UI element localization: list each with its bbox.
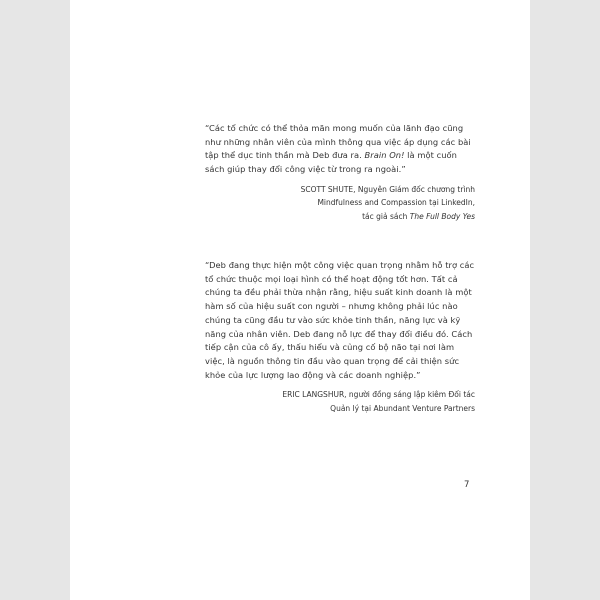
attribution-line: ERIC LANGSHUR, người đồng sáng lập kiêm Đối tác	[282, 390, 475, 400]
attribution	[205, 388, 475, 415]
quote-text	[205, 122, 475, 177]
attribution-line: SCOTT SHUTE, Nguyên Giám đốc chương trình	[300, 184, 475, 194]
quote-text: “Deb đang thực hiện một công việc quan trọng nhằm hỗ trợ các tổ chức thuộc mọi loại hình có thể hoạt động tốt hơn. Tất cả chúng ta đều phải thừa nhận rằng, hiệu suất kinh doanh là một hàm số của hiệu suất con người – nhưng không phải lúc nào chúng ta cũng đầu tư vào sức khỏe tinh thần, năng lực và kỹ năng của nhân viên. Deb đang nỗ lực để thay đổi điều đó. Cách tiếp cận của cô ấy, thấu hiểu và củng cố bộ não tại nơi làm việc, là nguồn thông tin đầu vào quan trọng để cải thiện sức khỏe của lực lượng lao động và các doanh nghiệp.”	[205, 260, 475, 380]
left-margin	[0, 0, 70, 600]
book-page	[70, 0, 530, 600]
testimonials	[205, 122, 475, 415]
quote-part: “Các tổ chức có thể thỏa mãn mong muốn của lãnh đạo cũng như những nhân viên của mình thông qua việc áp dụng các bài tập thể dục tinh thần mà Deb đưa ra.	[205, 123, 471, 161]
attribution-line: Quản lý tại Abundant Venture Partners	[330, 403, 475, 413]
attribution-line: tác giả sách	[362, 211, 410, 221]
testimonial-1	[205, 122, 475, 223]
attribution	[205, 183, 475, 223]
attribution-book-title: The Full Body Yes	[409, 211, 475, 221]
page-number: 7	[464, 480, 470, 490]
right-margin	[530, 0, 600, 600]
book-title: Brain On!	[364, 150, 405, 161]
attribution-line: Mindfulness and Compassion tại LinkedIn,	[317, 198, 475, 208]
quote-part: là một cuốn sách giúp thay đổi công việc từ trong ra ngoài.”	[205, 150, 457, 175]
testimonial-2	[205, 259, 475, 415]
